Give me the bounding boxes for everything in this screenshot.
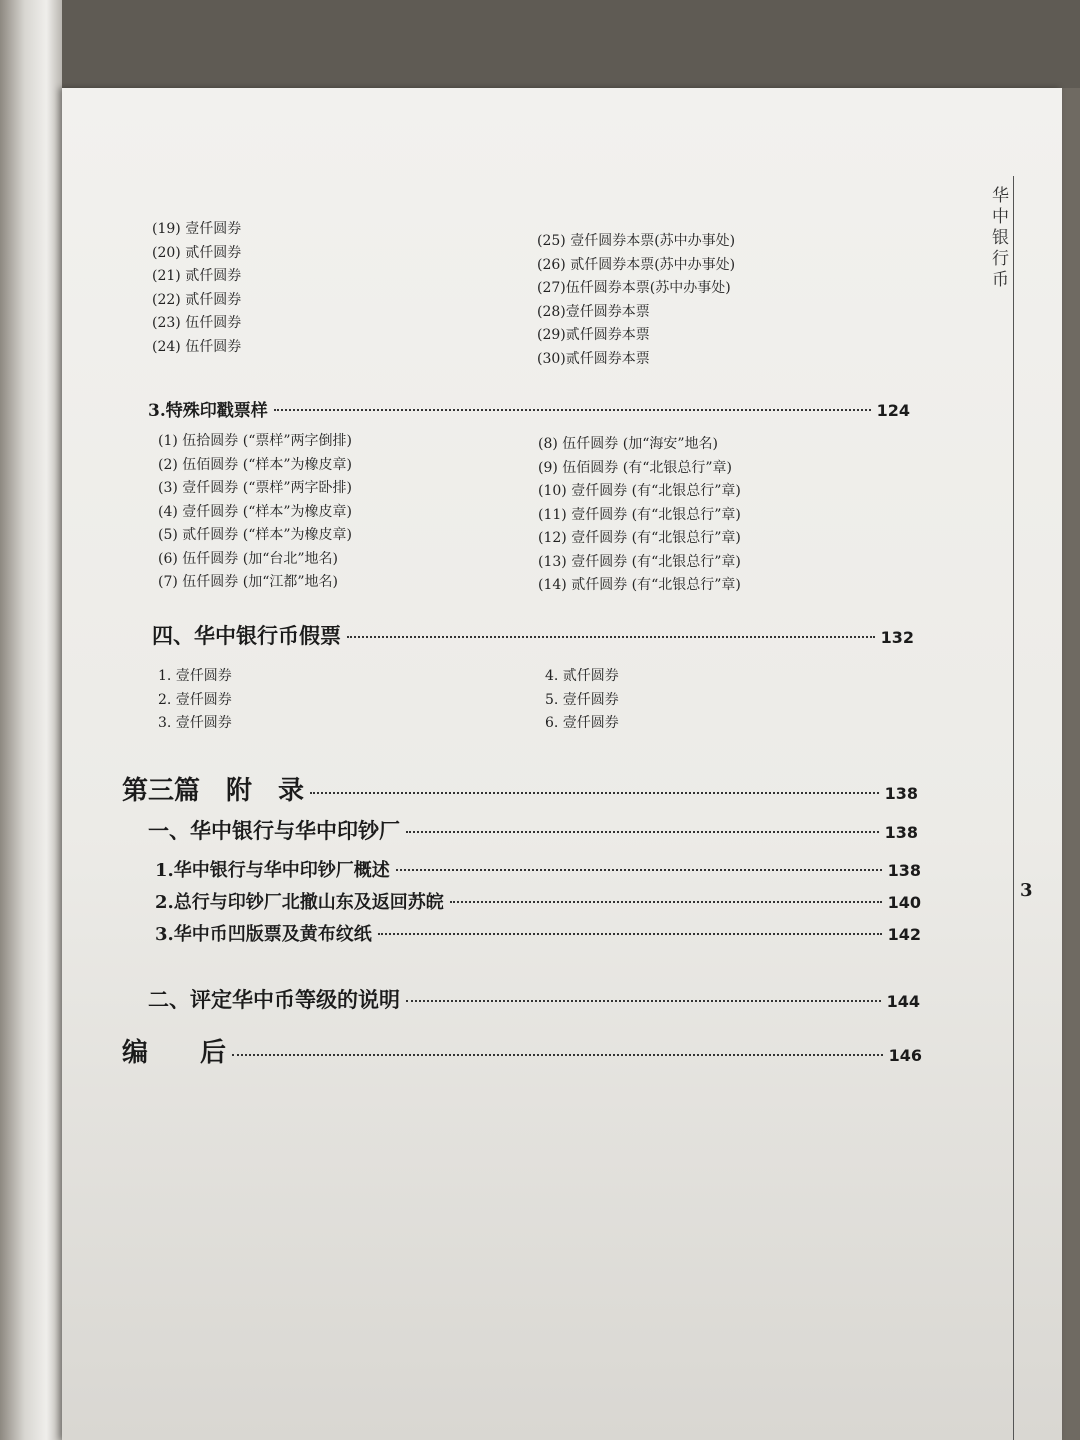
toc-label: 编 后 <box>122 1038 227 1068</box>
list-item: (2) 伍佰圆券 (“样本”为橡皮章) <box>158 456 352 473</box>
list-item: (4) 壹仟圆券 (“样本”为橡皮章) <box>158 503 352 520</box>
page-number: 3 <box>1020 880 1033 901</box>
list-item: (3) 壹仟圆券 (“票样”两字卧排) <box>158 480 352 496</box>
list-item: (19) 壹仟圆券 <box>152 221 242 237</box>
previous-page-edge <box>0 0 62 1440</box>
toc-leader <box>406 831 879 833</box>
list-item: (8) 伍仟圆券 (加“海安”地名) <box>538 436 718 452</box>
list-a-left <box>152 218 241 359</box>
list-item: 4. 贰仟圆券 <box>545 668 619 684</box>
toc-leader <box>347 636 875 638</box>
toc-leader <box>406 1000 881 1002</box>
toc-leader <box>378 933 882 935</box>
toc-page: 138 <box>884 823 918 842</box>
toc-label: 二、评定华中币等级的说明 <box>148 987 400 1012</box>
toc-leader <box>232 1054 883 1056</box>
toc-page: 138 <box>887 861 921 880</box>
list-item: (27)伍仟圆券本票(苏中办事处) <box>537 280 731 296</box>
toc-label: 3.特殊印戳票样 <box>148 401 268 421</box>
list-b-right <box>538 433 741 598</box>
list-item: (9) 伍佰圆券 (有“北银总行”章) <box>538 459 732 476</box>
toc-page: 142 <box>887 925 921 944</box>
list-item: (13) 壹仟圆券 (有“北银总行”章) <box>538 553 741 570</box>
list-item: (30)贰仟圆券本票 <box>537 350 650 367</box>
toc-page: 132 <box>880 628 914 647</box>
list-c-left <box>158 665 232 736</box>
list-item: 5. 壹仟圆券 <box>545 691 619 708</box>
toc-page: 144 <box>886 992 920 1011</box>
toc-entry-counterfeit <box>152 620 914 650</box>
list-item: (12) 壹仟圆券 (有“北银总行”章) <box>538 530 741 546</box>
toc-entry-part3 <box>122 770 918 807</box>
toc-page: 138 <box>884 784 918 803</box>
running-head-rule <box>1013 176 1014 1440</box>
toc-label: 一、华中银行与华中印钞厂 <box>148 818 400 843</box>
toc-label: 3.华中币凹版票及黄布纹纸 <box>155 924 372 945</box>
list-item: (20) 贰仟圆券 <box>152 244 242 261</box>
list-item: (7) 伍仟圆券 (加“江都”地名) <box>158 574 338 590</box>
list-item: (23) 伍仟圆券 <box>152 315 242 331</box>
toc-label: 第三篇 附 录 <box>122 776 305 806</box>
list-item: (26) 贰仟圆券本票(苏中办事处) <box>537 256 736 273</box>
toc-page: 140 <box>887 893 921 912</box>
list-item: (1) 伍拾圆券 (“票样”两字倒排) <box>158 433 352 449</box>
list-item: (10) 壹仟圆券 (有“北银总行”章) <box>538 483 741 499</box>
list-item: (14) 贰仟圆券 (有“北银总行”章) <box>538 577 741 593</box>
toc-entry-grading <box>148 984 920 1014</box>
list-item: 2. 壹仟圆券 <box>158 691 232 708</box>
toc-page: 146 <box>888 1046 922 1065</box>
toc-entry-afterword <box>122 1032 922 1069</box>
list-item: 3. 壹仟圆券 <box>158 715 232 731</box>
list-item: (6) 伍仟圆券 (加“台北”地名) <box>158 550 338 567</box>
running-head: 华中银行币 <box>988 186 1008 291</box>
list-a-right <box>537 230 735 371</box>
list-item: (5) 贰仟圆券 (“样本”为橡皮章) <box>158 527 352 543</box>
list-item: (22) 贰仟圆券 <box>152 291 242 308</box>
list-item: (25) 壹仟圆券本票(苏中办事处) <box>537 233 736 249</box>
toc-label: 2.总行与印钞厂北撤山东及返回苏皖 <box>155 892 444 913</box>
toc-entry-special-stamps <box>148 396 910 421</box>
toc-label: 1.华中银行与华中印钞厂概述 <box>155 860 390 881</box>
list-item: (29)贰仟圆券本票 <box>537 327 650 343</box>
toc-entry-retreat <box>155 888 921 914</box>
toc-label: 四、华中银行币假票 <box>152 623 341 648</box>
toc-entry-intaglio <box>155 920 921 946</box>
background-shadow <box>62 0 1080 88</box>
toc-leader <box>396 869 882 871</box>
list-item: 6. 壹仟圆券 <box>545 715 619 731</box>
toc-entry-bank-and-mint <box>148 815 918 845</box>
toc-leader <box>274 409 871 411</box>
toc-leader <box>310 792 879 794</box>
list-item: (11) 壹仟圆券 (有“北银总行”章) <box>538 506 741 523</box>
toc-entry-overview <box>155 856 921 882</box>
list-item: (21) 贰仟圆券 <box>152 268 242 284</box>
toc-page: 124 <box>876 401 910 420</box>
list-item: (28)壹仟圆券本票 <box>537 303 650 320</box>
toc-leader <box>450 901 882 903</box>
list-c-right <box>545 665 619 736</box>
list-b-left <box>158 430 352 595</box>
list-item: 1. 壹仟圆券 <box>158 668 232 684</box>
list-item: (24) 伍仟圆券 <box>152 338 242 355</box>
